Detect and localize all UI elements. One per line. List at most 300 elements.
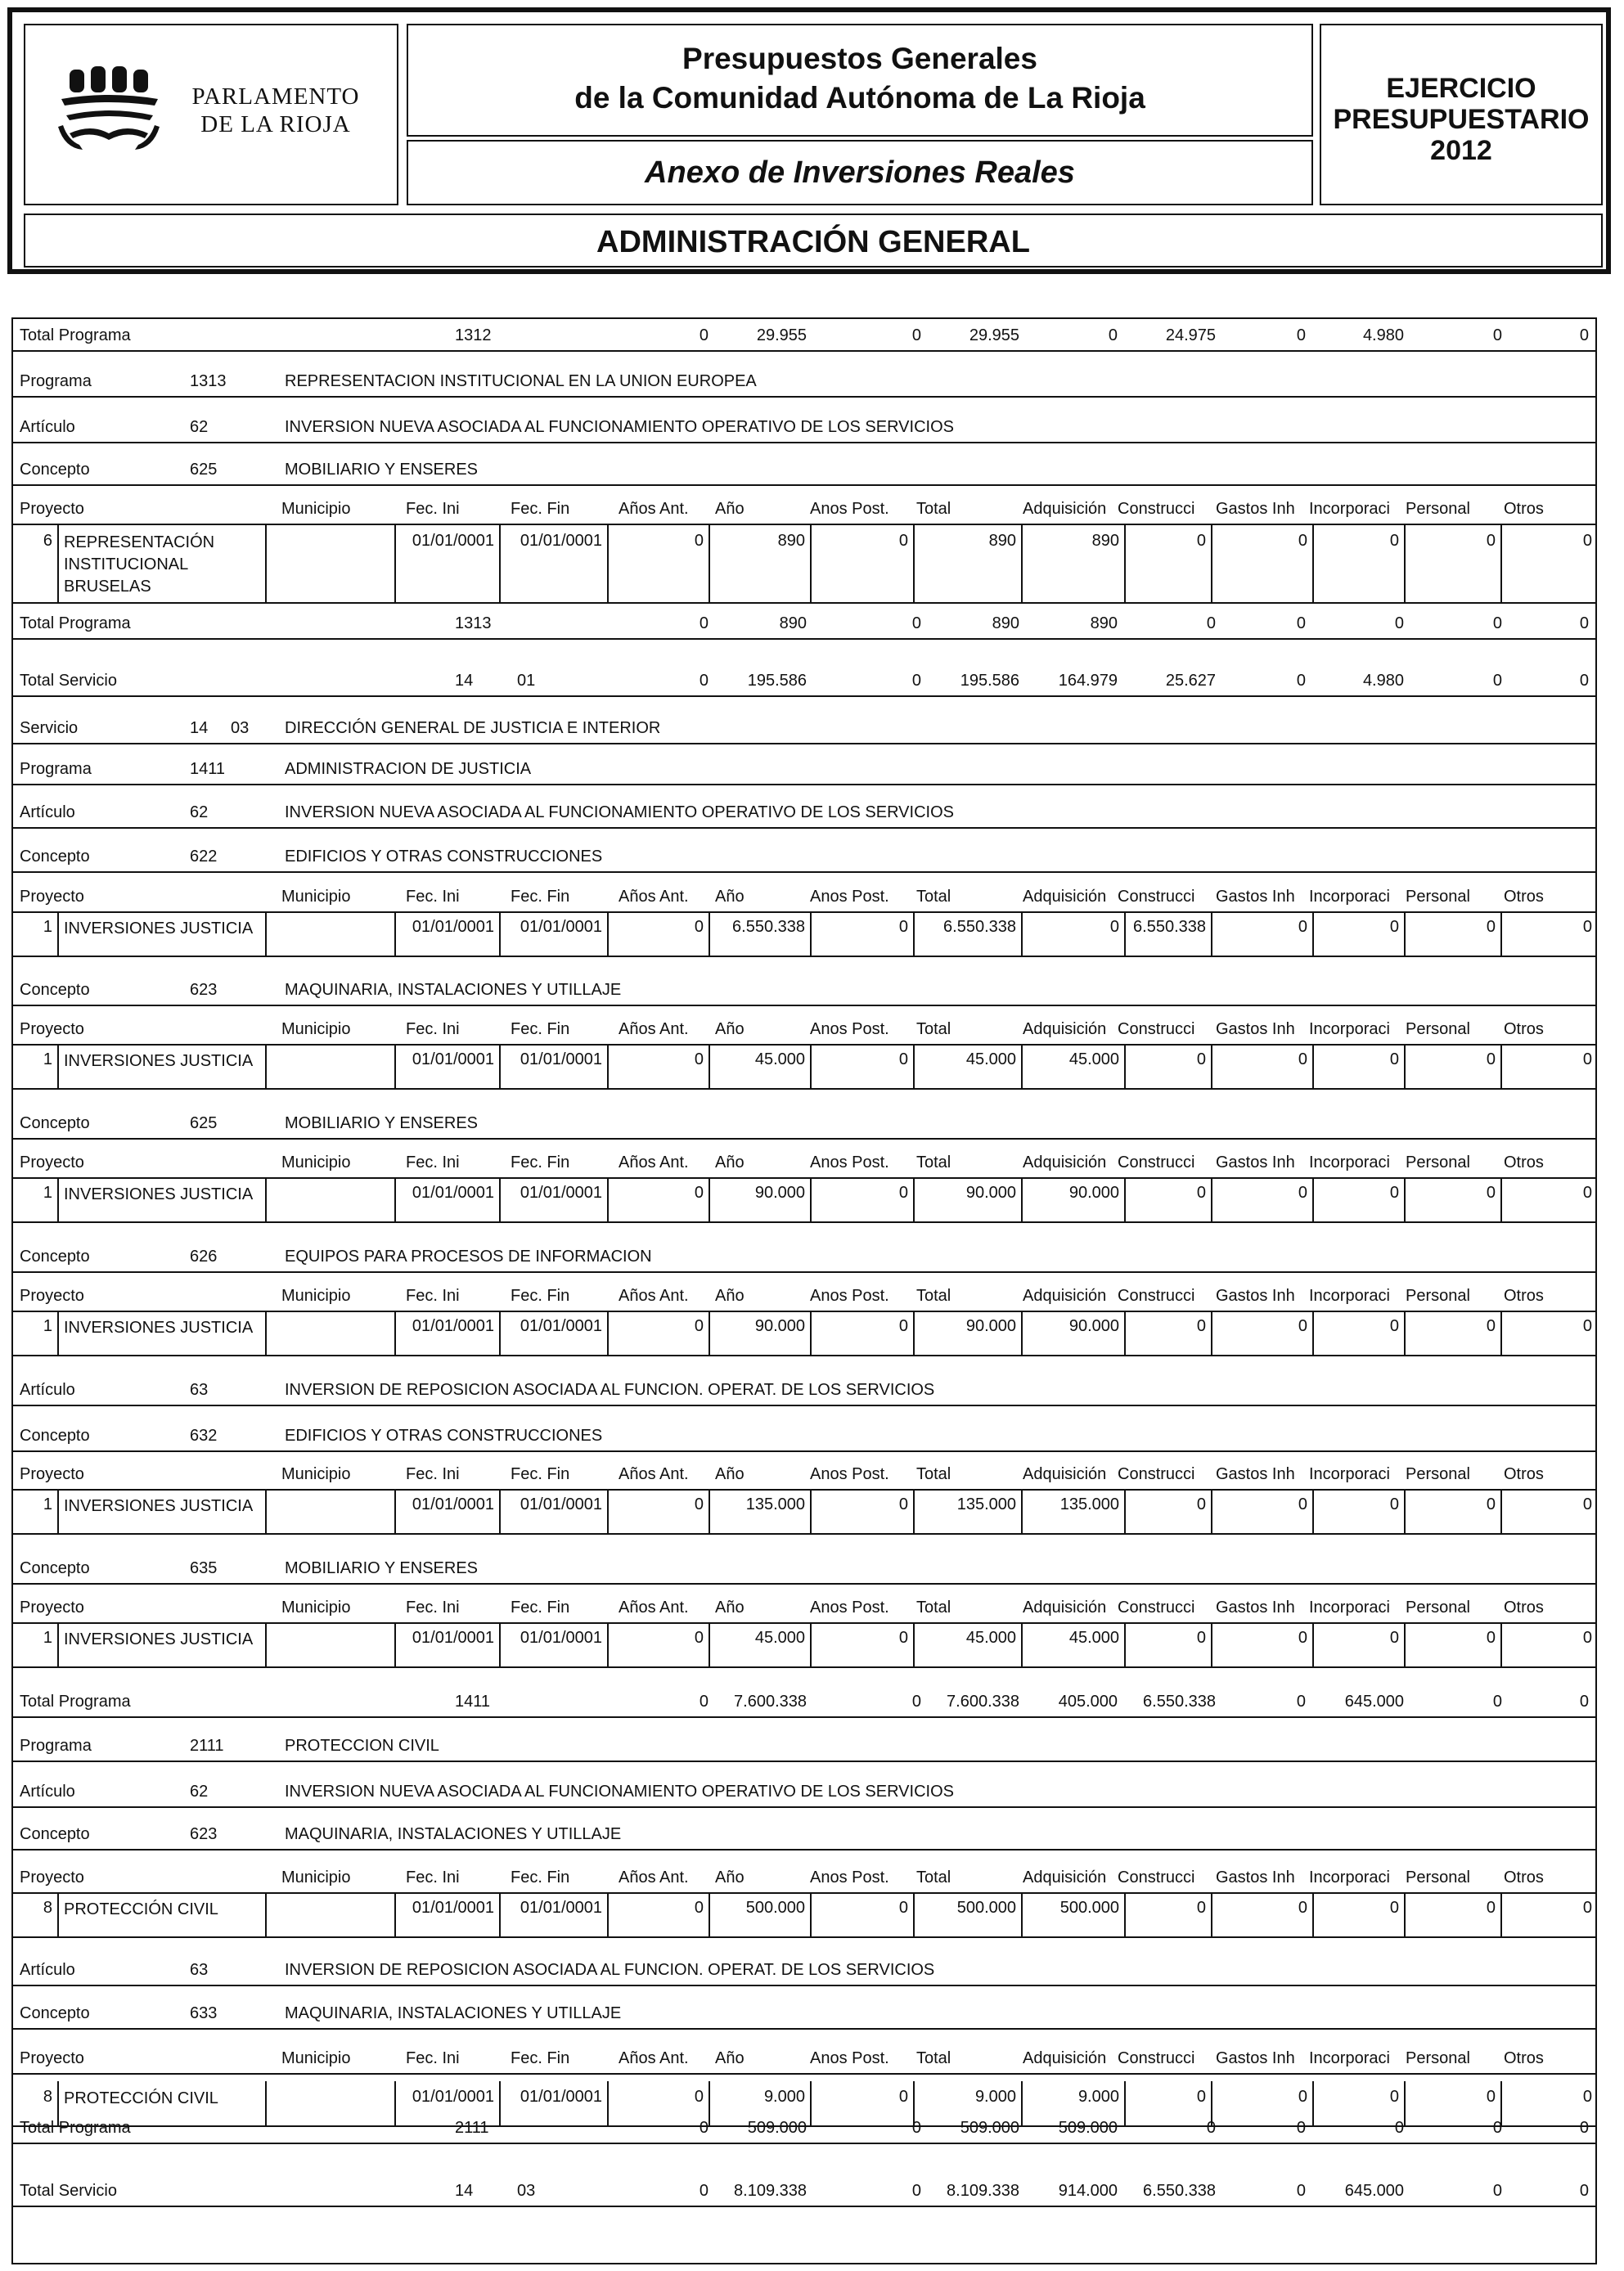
total-value: 0 [911, 2182, 921, 2200]
project-value: 0 [694, 1899, 704, 1917]
column-header: Municipio [281, 888, 351, 906]
total-row [13, 664, 1595, 697]
column-header: Años Ant. [619, 500, 689, 518]
project-cell [394, 1489, 499, 1533]
section-heading-row [13, 1818, 1595, 1851]
heading-label: Programa [20, 372, 92, 390]
column-header: Proyecto [20, 1869, 84, 1887]
column-header: Fec. Fin [511, 1287, 570, 1305]
section-heading-row [13, 840, 1595, 873]
project-value: 0 [1109, 918, 1119, 936]
project-end-date: 01/01/0001 [520, 1050, 602, 1068]
column-header: Fec. Fin [511, 1153, 570, 1171]
project-start-date: 01/01/0001 [412, 2088, 494, 2106]
column-header: Fec. Fin [511, 500, 570, 518]
column-header: Otros [1504, 2049, 1544, 2067]
total-value: 25.627 [1165, 672, 1216, 690]
project-value: 0 [1389, 1184, 1399, 1202]
project-cell [709, 911, 810, 956]
project-value: 0 [694, 1629, 704, 1647]
project-cell [1312, 1892, 1404, 1936]
project-value: 0 [1486, 1899, 1496, 1917]
column-header-row [13, 2042, 1595, 2075]
project-value: 0 [694, 1495, 704, 1513]
project-cell [13, 1044, 57, 1088]
total-label: Total Programa [20, 2119, 131, 2137]
project-value: 0 [898, 1629, 908, 1647]
column-header: Anos Post. [810, 888, 889, 906]
heading-text: EDIFICIOS Y OTRAS CONSTRUCCIONES [285, 848, 603, 866]
project-value: 90.000 [1068, 1317, 1119, 1335]
project-value: 0 [1486, 918, 1496, 936]
heading-code: 2111 [190, 1737, 224, 1755]
project-name: INVERSIONES JUSTICIA [64, 1630, 254, 1648]
total-value: 509.000 [747, 2119, 807, 2137]
project-name: REPRESENTACIÓN INSTITUCIONAL BRUSELAS [64, 533, 215, 596]
project-cell [810, 1489, 913, 1533]
total-label: Total Programa [20, 614, 131, 632]
project-cell [1312, 1177, 1404, 1221]
heading-text: EQUIPOS PARA PROCESOS DE INFORMACION [285, 1248, 652, 1266]
project-value: 0 [1582, 918, 1592, 936]
column-header: Año [715, 1465, 745, 1483]
project-value: 0 [1298, 532, 1307, 550]
project-cell [810, 1177, 913, 1221]
project-value: 0 [1486, 532, 1496, 550]
column-header: Años Ant. [619, 1465, 689, 1483]
heading-label: Servicio [20, 719, 79, 737]
total-value: 195.586 [960, 672, 1019, 690]
project-number: 8 [43, 1899, 52, 1917]
section-heading-row [13, 411, 1595, 443]
column-header: Años Ant. [619, 1287, 689, 1305]
project-cell [1500, 1311, 1597, 1355]
project-cell [810, 1892, 913, 1936]
total-value: 645.000 [1344, 1693, 1404, 1711]
column-header: Construcci [1118, 1020, 1195, 1038]
column-header: Año [715, 1599, 745, 1617]
project-cell [1500, 1044, 1597, 1088]
project-value: 0 [1196, 1184, 1206, 1202]
total-value: 0 [1579, 614, 1589, 632]
project-value: 0 [694, 2088, 704, 2106]
column-header: Gastos Inh [1216, 2049, 1295, 2067]
column-header: Total [916, 2049, 951, 2067]
heading-label: Concepto [20, 1248, 90, 1266]
column-header: Adquisición [1023, 1287, 1107, 1305]
total-value: 0 [1492, 326, 1502, 344]
project-cell [1211, 1622, 1312, 1666]
project-cell [394, 525, 499, 602]
column-header: Anos Post. [810, 1153, 889, 1171]
project-cell [913, 525, 1021, 602]
column-header: Municipio [281, 2049, 351, 2067]
heading-text: PROTECCION CIVIL [285, 1737, 439, 1755]
heading-label: Artículo [20, 1783, 75, 1801]
project-start-date: 01/01/0001 [412, 1495, 494, 1513]
total-code: 1313 [455, 614, 492, 632]
project-end-date: 01/01/0001 [520, 1899, 602, 1917]
project-start-date: 01/01/0001 [412, 1317, 494, 1335]
project-value: 0 [1389, 2088, 1399, 2106]
column-header: Años Ant. [619, 2049, 689, 2067]
project-value: 0 [1486, 2088, 1496, 2106]
total-value: 0 [1579, 2119, 1589, 2137]
project-cell [394, 1311, 499, 1355]
project-cell [1211, 1044, 1312, 1088]
column-header: Anos Post. [810, 1020, 889, 1038]
total-value: 0 [699, 326, 709, 344]
heading-text: REPRESENTACION INSTITUCIONAL EN LA UNION EUROPEA [285, 372, 757, 390]
total-value: 0 [1206, 614, 1216, 632]
project-cell [1312, 1311, 1404, 1355]
project-cell [607, 1044, 709, 1088]
column-header: Anos Post. [810, 1465, 889, 1483]
total-value: 0 [1296, 1693, 1306, 1711]
org-line-2: DE LA RIOJA [200, 111, 351, 137]
total-value: 0 [1394, 2119, 1404, 2137]
project-name: INVERSIONES JUSTICIA [64, 1052, 254, 1070]
project-value: 45.000 [754, 1050, 805, 1068]
column-header: Años Ant. [619, 1020, 689, 1038]
column-header: Construcci [1118, 2049, 1195, 2067]
project-cell [57, 1892, 265, 1936]
project-value: 0 [694, 1184, 704, 1202]
project-cell [265, 1311, 394, 1355]
heading-label: Concepto [20, 1114, 90, 1132]
project-value: 0 [898, 1050, 908, 1068]
heading-text: MOBILIARIO Y ENSERES [285, 1114, 479, 1132]
column-header: Anos Post. [810, 2049, 889, 2067]
project-cell [1021, 525, 1124, 602]
project-value: 890 [777, 532, 805, 550]
project-cell [1124, 525, 1211, 602]
heading-label: Artículo [20, 1961, 75, 1979]
heading-text: INVERSION NUEVA ASOCIADA AL FUNCIONAMIENTO OPERATIVO DE LOS SERVICIOS [285, 803, 954, 821]
project-cell [265, 911, 394, 956]
total-value: 0 [911, 326, 921, 344]
document-header [7, 7, 1611, 274]
project-cell [607, 525, 709, 602]
column-header: Total [916, 1869, 951, 1887]
heading-code: 63 [190, 1381, 209, 1399]
column-header: Año [715, 1287, 745, 1305]
column-header: Gastos Inh [1216, 1020, 1295, 1038]
total-value: 890 [1090, 614, 1118, 632]
fiscal-year-box [1320, 24, 1603, 205]
section-heading-row [13, 1552, 1595, 1585]
column-header: Adquisición [1023, 1869, 1107, 1887]
project-end-date: 01/01/0001 [520, 918, 602, 936]
column-header: Años Ant. [619, 888, 689, 906]
section-heading-row [13, 1729, 1595, 1762]
total-value: 890 [992, 614, 1019, 632]
total-code: 14 [455, 2182, 474, 2200]
column-header-row [13, 492, 1595, 525]
column-header: Fec. Ini [406, 1287, 460, 1305]
column-header: Año [715, 2049, 745, 2067]
project-value: 0 [1298, 2088, 1307, 2106]
column-header: Fec. Fin [511, 1465, 570, 1483]
section-heading-row [13, 796, 1595, 829]
project-cell [1124, 1892, 1211, 1936]
total-value: 0 [1492, 672, 1502, 690]
project-value: 0 [1298, 1495, 1307, 1513]
column-header: Adquisición [1023, 1599, 1107, 1617]
total-value: 509.000 [1058, 2119, 1118, 2137]
total-value: 0 [699, 2182, 709, 2200]
project-row [13, 911, 1595, 957]
heading-code: 623 [190, 1825, 218, 1843]
column-header: Fec. Ini [406, 1869, 460, 1887]
project-cell [1500, 1489, 1597, 1533]
column-header: Proyecto [20, 1020, 84, 1038]
project-cell [394, 1892, 499, 1936]
project-cell [1211, 1489, 1312, 1533]
project-cell [265, 1622, 394, 1666]
total-value: 0 [1579, 672, 1589, 690]
project-cell [810, 1622, 913, 1666]
total-value: 4.980 [1362, 672, 1404, 690]
project-cell [709, 1044, 810, 1088]
total-value: 6.550.338 [1143, 2182, 1216, 2200]
column-header: Año [715, 888, 745, 906]
project-cell [1500, 525, 1597, 602]
project-end-date: 01/01/0001 [520, 2088, 602, 2106]
project-start-date: 01/01/0001 [412, 1899, 494, 1917]
project-cell [1404, 911, 1500, 956]
project-cell [607, 1489, 709, 1533]
column-header: Personal [1406, 500, 1470, 518]
project-row [13, 525, 1595, 604]
project-cell [709, 1622, 810, 1666]
project-value: 0 [1196, 1317, 1206, 1335]
heading-code: 14 [190, 719, 209, 737]
project-cell [499, 1489, 607, 1533]
project-value: 0 [1582, 1629, 1592, 1647]
project-start-date: 01/01/0001 [412, 532, 494, 550]
column-header: Fec. Fin [511, 2049, 570, 2067]
column-header: Año [715, 500, 745, 518]
project-cell [499, 1311, 607, 1355]
project-cell [709, 1177, 810, 1221]
project-number: 1 [43, 1184, 52, 1202]
column-header: Otros [1504, 1465, 1544, 1483]
heading-label: Programa [20, 760, 92, 778]
project-value: 0 [1582, 1050, 1592, 1068]
section-title: ADMINISTRACIÓN GENERAL [596, 225, 1030, 259]
column-header: Proyecto [20, 2049, 84, 2067]
project-start-date: 01/01/0001 [412, 1050, 494, 1068]
project-cell [709, 1311, 810, 1355]
project-value: 0 [1196, 1050, 1206, 1068]
column-header: Municipio [281, 1287, 351, 1305]
project-value: 0 [1298, 1050, 1307, 1068]
project-value: 0 [1298, 1184, 1307, 1202]
section-heading-row [13, 365, 1595, 398]
project-cell [1021, 1489, 1124, 1533]
project-value: 890 [988, 532, 1016, 550]
total-value: 405.000 [1058, 1693, 1118, 1711]
project-cell [1312, 1622, 1404, 1666]
column-header: Adquisición [1023, 2049, 1107, 2067]
total-label: Total Servicio [20, 672, 117, 690]
project-end-date: 01/01/0001 [520, 1629, 602, 1647]
project-value: 0 [1486, 1495, 1496, 1513]
project-value: 45.000 [965, 1629, 1016, 1647]
project-cell [810, 911, 913, 956]
project-cell [394, 1622, 499, 1666]
total-value: 0 [1579, 1693, 1589, 1711]
column-header: Fec. Ini [406, 1599, 460, 1617]
column-header-row [13, 1861, 1595, 1894]
column-header: Adquisición [1023, 1465, 1107, 1483]
total-value: 0 [911, 1693, 921, 1711]
project-value: 0 [898, 1184, 908, 1202]
project-value: 0 [898, 1495, 908, 1513]
total-row [13, 2111, 1595, 2144]
column-header-row [13, 1458, 1595, 1491]
project-value: 45.000 [1068, 1050, 1119, 1068]
column-header-row [13, 880, 1595, 913]
title-line-2: de la Comunidad Autónoma de La Rioja [574, 81, 1145, 115]
total-row [13, 607, 1595, 640]
column-header: Gastos Inh [1216, 1599, 1295, 1617]
project-cell [913, 1892, 1021, 1936]
project-cell [1211, 1177, 1312, 1221]
column-header: Gastos Inh [1216, 1869, 1295, 1887]
project-value: 0 [1389, 1629, 1399, 1647]
column-header: Incorporaci [1309, 500, 1390, 518]
section-heading-row [13, 1374, 1595, 1406]
heading-text: MAQUINARIA, INSTALACIONES Y UTILLAJE [285, 2004, 622, 2022]
project-value: 90.000 [754, 1317, 805, 1335]
project-cell [1021, 1311, 1124, 1355]
section-heading-row [13, 753, 1595, 785]
project-row [13, 1892, 1595, 1938]
heading-label: Concepto [20, 461, 90, 479]
project-value: 0 [898, 532, 908, 550]
heading-code: 62 [190, 803, 209, 821]
project-value: 0 [1196, 1629, 1206, 1647]
project-cell [1404, 1044, 1500, 1088]
total-value: 0 [1492, 1693, 1502, 1711]
project-value: 0 [1389, 1050, 1399, 1068]
column-header: Construcci [1118, 1465, 1195, 1483]
project-value: 6.550.338 [1133, 918, 1206, 936]
section-heading-row [13, 1107, 1595, 1140]
column-header: Adquisición [1023, 888, 1107, 906]
project-cell [1312, 1044, 1404, 1088]
section-heading-row [13, 1419, 1595, 1452]
project-value: 0 [1486, 1050, 1496, 1068]
heading-label: Artículo [20, 1381, 75, 1399]
project-cell [1312, 1489, 1404, 1533]
column-header: Año [715, 1869, 745, 1887]
project-cell [1021, 1622, 1124, 1666]
column-header: Personal [1406, 1153, 1470, 1171]
project-cell [394, 1177, 499, 1221]
project-cell [1021, 1044, 1124, 1088]
column-header: Año [715, 1020, 745, 1038]
heading-label: Concepto [20, 981, 90, 999]
project-value: 0 [1389, 1899, 1399, 1917]
project-cell [913, 1622, 1021, 1666]
project-cell [1500, 1177, 1597, 1221]
project-cell [607, 1622, 709, 1666]
total-code: 2111 [455, 2119, 489, 2137]
organization-name [178, 83, 374, 138]
total-value: 0 [1492, 2119, 1502, 2137]
project-value: 6.550.338 [732, 918, 805, 936]
project-cell [1124, 1044, 1211, 1088]
column-header: Anos Post. [810, 1599, 889, 1617]
project-start-date: 01/01/0001 [412, 918, 494, 936]
heading-code-2: 03 [231, 719, 250, 737]
project-row [13, 1311, 1595, 1356]
project-value: 0 [1389, 532, 1399, 550]
section-heading-row [13, 1240, 1595, 1273]
project-cell [1021, 911, 1124, 956]
project-cell [709, 525, 810, 602]
column-header: Fec. Fin [511, 1599, 570, 1617]
column-header: Otros [1504, 500, 1544, 518]
year-line-3: 2012 [1430, 135, 1492, 166]
column-header: Adquisición [1023, 500, 1107, 518]
column-header: Personal [1406, 1599, 1470, 1617]
total-value: 0 [699, 672, 709, 690]
project-value: 0 [1582, 2088, 1592, 2106]
project-value: 0 [898, 918, 908, 936]
project-value: 0 [694, 532, 704, 550]
project-cell [57, 525, 265, 602]
section-heading-row [13, 1997, 1595, 2030]
column-header-row [13, 1013, 1595, 1046]
project-cell [1500, 1622, 1597, 1666]
project-start-date: 01/01/0001 [412, 1629, 494, 1647]
total-value: 0 [911, 2119, 921, 2137]
total-value: 164.979 [1058, 672, 1118, 690]
project-value: 0 [898, 2088, 908, 2106]
project-value: 0 [1196, 532, 1206, 550]
project-cell [265, 525, 394, 602]
project-value: 9.000 [974, 2088, 1016, 2106]
project-value: 45.000 [754, 1629, 805, 1647]
org-line-1: PARLAMENTO [191, 83, 360, 110]
project-value: 0 [1298, 1899, 1307, 1917]
heading-text: INVERSION NUEVA ASOCIADA AL FUNCIONAMIENTO OPERATIVO DE LOS SERVICIOS [285, 1783, 954, 1801]
total-value: 8.109.338 [947, 2182, 1019, 2200]
total-value: 29.955 [969, 326, 1019, 344]
column-header: Fec. Fin [511, 888, 570, 906]
project-row [13, 1044, 1595, 1090]
project-cell [1124, 1311, 1211, 1355]
title-line-1: Presupuestos Generales [682, 42, 1037, 75]
project-cell [1404, 525, 1500, 602]
column-header: Anos Post. [810, 500, 889, 518]
project-cell [709, 1489, 810, 1533]
total-label: Total Programa [20, 326, 131, 344]
project-value: 500.000 [1059, 1899, 1119, 1917]
column-header: Año [715, 1153, 745, 1171]
project-value: 6.550.338 [943, 918, 1016, 936]
total-row [13, 2174, 1595, 2207]
project-value: 0 [1582, 532, 1592, 550]
total-value: 890 [779, 614, 807, 632]
column-header: Proyecto [20, 1287, 84, 1305]
project-end-date: 01/01/0001 [520, 1184, 602, 1202]
heading-text: INVERSION NUEVA ASOCIADA AL FUNCIONAMIENTO OPERATIVO DE LOS SERVICIOS [285, 418, 954, 436]
